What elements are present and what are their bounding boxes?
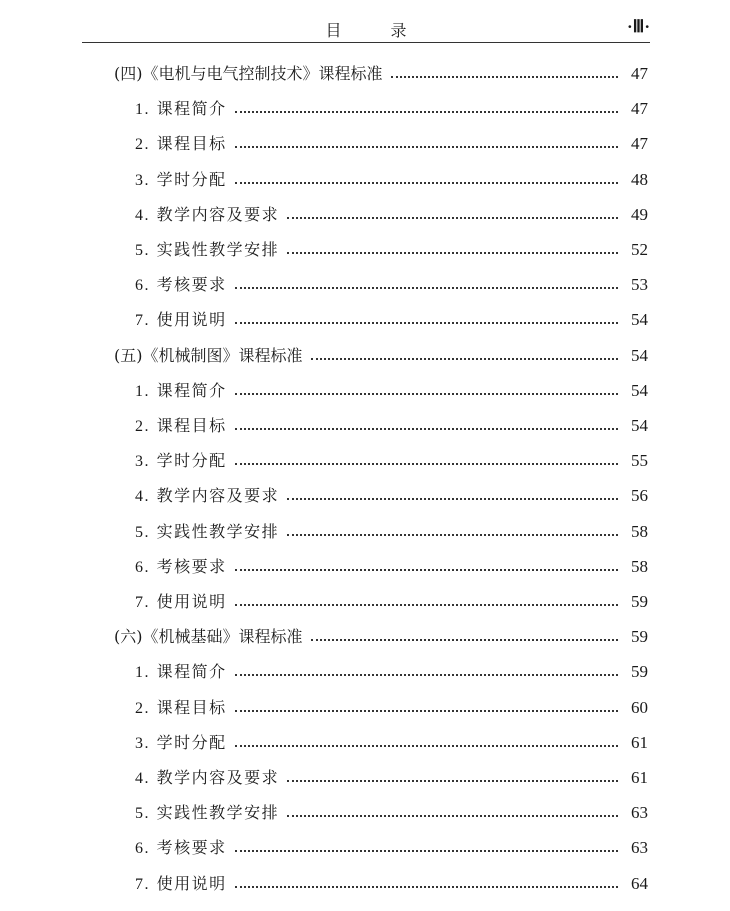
toc-entry [135,797,648,823]
toc-label [135,835,235,858]
toc-title: 学时分配 [156,451,227,471]
dot-leader [311,358,619,360]
toc-title: 考核要求 [156,556,227,576]
dot-leader [235,604,618,606]
toc-entry [135,480,648,506]
toc-entry [135,832,648,858]
toc-page-number: 59 [631,592,648,611]
toc-label [135,519,287,542]
dot-leader [235,850,618,852]
toc-entry [135,727,648,753]
toc-title: 使用说明 [156,873,227,893]
toc-page-number: 54 [631,345,648,365]
toc-page-number: 47 [631,99,648,119]
toc-title: 学时分配 [156,732,227,752]
toc-number: 7. [135,594,150,611]
toc-label [135,695,235,718]
toc-entry [135,868,648,894]
header-title: 目 录 [325,21,429,40]
toc-entry [135,551,648,577]
dot-leader [287,780,618,782]
toc-label [135,96,235,119]
toc-page-number: 60 [631,697,648,717]
dot-leader [235,287,618,289]
toc-label [135,167,235,190]
toc-label [135,871,235,894]
toc-number: 7. [135,312,150,330]
toc-page-number: 63 [631,803,648,823]
toc-section [114,58,648,84]
toc-number: 5. [135,523,150,541]
toc-number: 3. [135,734,150,752]
toc-section [114,621,648,647]
toc-label [135,589,235,612]
toc-number: 5. [135,805,150,823]
toc-page-number: 54 [631,416,648,435]
toc-number: 3. [135,171,150,189]
toc-number: 5. [135,242,150,259]
dot-leader [235,886,618,888]
dot-leader [235,182,618,184]
toc-page-number: 56 [631,486,648,506]
toc-title: 课程简介 [156,662,227,682]
toc-title: 实践性教学安排 [156,521,280,541]
dot-leader [235,111,618,113]
toc-label [135,765,287,788]
toc-title: 教学内容及要求 [156,768,280,787]
dot-leader [235,745,618,747]
toc-entry [135,762,648,788]
toc-number: 1. [135,664,150,682]
toc-page-number: 64 [631,873,648,893]
toc-label [135,202,287,225]
toc-page-number: 48 [631,169,648,189]
toc-title: 实践性教学安排 [156,803,280,823]
dot-leader [235,322,618,324]
dot-leader [235,674,618,676]
toc-label [135,448,235,471]
toc-entry [135,304,648,330]
dot-leader [235,463,618,465]
toc-title: 实践性教学安排 [156,240,280,259]
dot-leader [235,146,618,148]
toc-page-number: 59 [631,662,648,682]
toc-entry [135,269,648,295]
toc-title: 考核要求 [156,838,227,858]
toc-page-number: 53 [631,275,648,295]
toc-page-number: 61 [631,768,648,787]
toc-title: 使用说明 [156,592,227,611]
toc-title: 使用说明 [156,310,227,330]
dot-leader [235,393,618,395]
toc-title: 课程目标 [156,134,227,154]
toc-title: 考核要求 [156,275,227,295]
toc-label [135,483,287,506]
toc-number: 4. [135,206,150,224]
toc-entry [135,164,648,190]
toc-number: 1. [135,101,150,119]
toc-label: (五)《机械制图》课程标准 [114,345,303,365]
toc-label [135,307,235,330]
toc-entry [135,410,648,436]
page-number: ·Ⅲ· [626,17,650,36]
toc-number: 2. [135,418,150,435]
dot-leader [287,815,618,817]
toc-entry [135,199,648,225]
toc-page-number: 52 [631,240,648,259]
toc-label [135,554,235,577]
toc-number: 1. [135,382,150,400]
toc-section [114,340,648,366]
dot-leader [287,252,618,254]
toc-entry [135,516,648,542]
toc-page-number: 63 [631,838,648,858]
toc-title: 学时分配 [156,169,227,189]
dot-leader [287,534,618,536]
toc-label [135,237,287,260]
toc-number: 2. [135,699,150,717]
dot-leader [235,428,618,430]
toc-entry [135,234,648,260]
toc-number: 2. [135,136,150,154]
toc-entry [135,445,648,471]
toc-entry [135,375,648,401]
toc-title: 课程目标 [156,416,227,435]
toc-number: 3. [135,453,150,471]
toc-page-number: 49 [631,204,648,224]
toc-title: 课程目标 [156,697,227,717]
dot-leader [235,569,618,571]
toc-title: 课程简介 [156,380,227,400]
toc-page-number: 54 [631,380,648,400]
toc-label [135,800,287,823]
toc-label [135,659,235,682]
toc-title: 教学内容及要求 [156,204,280,224]
toc-entry [135,128,648,154]
toc-page-number: 47 [631,134,648,154]
toc-page-number: 58 [631,521,648,541]
toc-page-number: 55 [631,451,648,471]
dot-leader [391,76,619,78]
toc-label: (四)《电机与电气控制技术》课程标准 [114,64,383,83]
toc-label [135,730,235,753]
toc-label: (六)《机械基础》课程标准 [114,627,303,647]
toc-entry [135,656,648,682]
toc-number: 4. [135,488,150,506]
toc-label [135,413,235,436]
dot-leader [287,498,618,500]
toc-label [135,272,235,295]
dot-leader [287,217,618,219]
toc-number: 4. [135,770,150,787]
dot-leader [311,639,619,641]
toc-label [135,378,235,401]
toc-title: 教学内容及要求 [156,486,280,506]
toc-page-number: 61 [631,732,648,752]
toc-page-number: 59 [631,627,648,647]
toc-label [135,131,235,154]
dot-leader [235,710,618,712]
toc-number: 6. [135,840,150,858]
toc-page-number: 58 [631,556,648,576]
toc-title: 课程简介 [156,99,227,119]
toc-page-number: 47 [631,64,648,83]
toc-entry [135,586,648,612]
toc-entry [135,692,648,718]
toc-entry [135,93,648,119]
toc-number: 6. [135,558,150,576]
toc-number: 6. [135,277,150,295]
toc-page-number: 54 [631,310,648,330]
toc-number: 7. [135,875,150,893]
